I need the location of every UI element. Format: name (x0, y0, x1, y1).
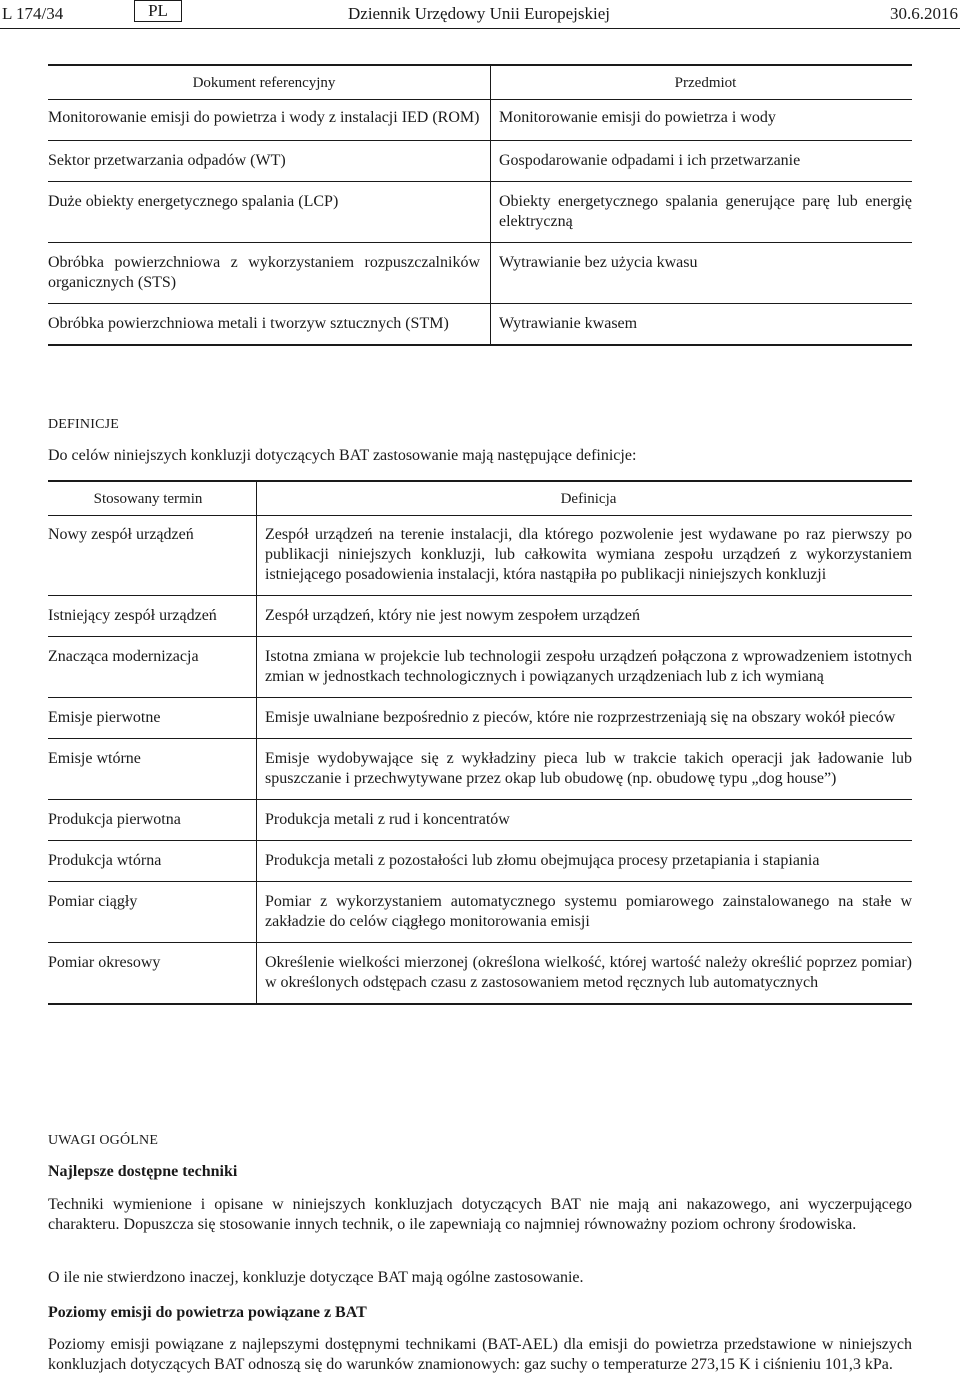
table-row (48, 841, 912, 882)
definition-term: Istniejący zespół urządzeń (48, 596, 257, 637)
table-row (48, 882, 912, 943)
table-header-row (48, 481, 912, 516)
table-row (48, 637, 912, 698)
reference-document: Obróbka powierzchniowa z wykorzystaniem rozpuszczalników organicznych (STS) (48, 243, 491, 304)
definition-text: Emisje wydobywające się z wykładziny pieca lub w trakcie takich operacji jak ładowanie lub spuszczanie i przechwytywane przez okap lub obudowę (np. obudowę typu „dog house”) (257, 739, 913, 800)
definition-term: Pomiar ciągły (48, 882, 257, 943)
table-row (48, 596, 912, 637)
definition-term: Znacząca modernizacja (48, 637, 257, 698)
definition-term: Nowy zespół urządzeń (48, 516, 257, 596)
definition-term: Produkcja pierwotna (48, 800, 257, 841)
general-notes-heading: UWAGI OGÓLNE (48, 1133, 159, 1148)
definition-text: Zespół urządzeń, który nie jest nowym zespołem urządzeń (257, 596, 913, 637)
table-row (48, 182, 912, 243)
page-header (0, 0, 960, 28)
bat-section-title: Najlepsze dostępne techniki (48, 1163, 238, 1180)
definition-term: Emisje pierwotne (48, 698, 257, 739)
reference-document: Obróbka powierzchniowa metali i tworzyw sztucznych (STM) (48, 304, 491, 346)
definition-text: Określenie wielkości mierzonej (określona wielkość, której wartość należy określić poprzez pomiar) w określonych odstępach czasu z zastosowaniem metod ręcznych lub automatycznych (257, 943, 913, 1005)
reference-subject: Monitorowanie emisji do powietrza i wody (491, 100, 913, 141)
definition-term: Produkcja wtórna (48, 841, 257, 882)
definition-text: Pomiar z wykorzystaniem automatycznego systemu pomiarowego zainstalowanego na stałe w zakładzie do celów ciągłego monitorowania emisji (257, 882, 913, 943)
reference-document: Duże obiekty energetycznego spalania (LCP) (48, 182, 491, 243)
reference-document: Monitorowanie emisji do powietrza i wody z instalacji IED (ROM) (48, 100, 491, 141)
table-row (48, 516, 912, 596)
definition-text: Produkcja metali z rud i koncentratów (257, 800, 913, 841)
definition-term: Pomiar okresowy (48, 943, 257, 1005)
definitions-table (48, 480, 912, 1005)
header-rule (0, 28, 960, 29)
reference-documents-table (48, 64, 912, 346)
column-header-subject: Przedmiot (491, 65, 913, 100)
reference-subject: Wytrawianie kwasem (491, 304, 913, 346)
definition-text: Zespół urządzeń na terenie instalacji, dla którego pozwolenie jest wydawane po raz pierwszy po publikacji niniejszych konkluzji, lub całkowita wymiana zespołu urządzeń z wykorzystaniem istniejącego posadowienia instalacji, która nastąpiła po publikacji niniejszych konkluzji (257, 516, 913, 596)
reference-subject: Obiekty energetycznego spalania generujące parę lub energię elektryczną (491, 182, 913, 243)
publication-date: 30.6.2016 (890, 4, 958, 23)
table-row (48, 100, 912, 141)
reference-document: Sektor przetwarzania odpadów (WT) (48, 141, 491, 182)
definition-term: Emisje wtórne (48, 739, 257, 800)
language-box: PL (134, 0, 182, 22)
bat-paragraph-1: Techniki wymienione i opisane w niniejszych konkluzjach dotyczących BAT nie mają ani nakazowego, ani wyczerpującego charakteru. Dopuszcza się stosowanie innych technik, o ile zapewniają co najmniej równoważny poziom ochrony środowiska. (48, 1196, 912, 1233)
definitions-heading: DEFINICJE (48, 417, 120, 432)
table-row (48, 698, 912, 739)
definition-text: Emisje uwalniane bezpośrednio z pieców, które nie rozprzestrzeniają się na obszary wokół pieców (257, 698, 913, 739)
column-header-definition: Definicja (257, 481, 913, 516)
column-header-document: Dokument referencyjny (48, 65, 491, 100)
definition-text: Istotna zmiana w projekcie lub technologii zespołu urządzeń połączona z wprowadzeniem istotnych zmian w jednostkach technologicznych i powiązanych urządzeniach lub z ich wymianą (257, 637, 913, 698)
reference-subject: Wytrawianie bez użycia kwasu (491, 243, 913, 304)
ael-section-title: Poziomy emisji do powietrza powiązane z BAT (48, 1304, 367, 1321)
bat-paragraph-2: O ile nie stwierdzono inaczej, konkluzje dotyczące BAT mają ogólne zastosowanie. (48, 1269, 584, 1286)
table-row (48, 304, 912, 346)
ael-paragraph-1: Poziomy emisji powiązane z najlepszymi dostępnymi technikami (BAT-AEL) dla emisji do powietrza przedstawione w niniejszych konkluzjach dotyczących BAT odnoszą się do warunków znamionowych: gaz suchy o temperaturze 273,15 K i ciśnieniu 101,3 kPa. (48, 1336, 912, 1373)
definitions-intro: Do celów niniejszych konkluzji dotyczących BAT zastosowanie mają następujące definicje: (48, 447, 637, 464)
table-row (48, 943, 912, 1005)
table-row (48, 141, 912, 182)
table-row (48, 243, 912, 304)
table-row (48, 739, 912, 800)
table-row (48, 800, 912, 841)
journal-title: Dziennik Urzędowy Unii Europejskiej (348, 4, 611, 23)
reference-subject: Gospodarowanie odpadami i ich przetwarzanie (491, 141, 913, 182)
page-reference: L 174/34 (2, 4, 64, 23)
definition-text: Produkcja metali z pozostałości lub złomu obejmująca procesy przetapiania i stapiania (257, 841, 913, 882)
column-header-term: Stosowany termin (48, 481, 257, 516)
table-header-row (48, 65, 912, 100)
